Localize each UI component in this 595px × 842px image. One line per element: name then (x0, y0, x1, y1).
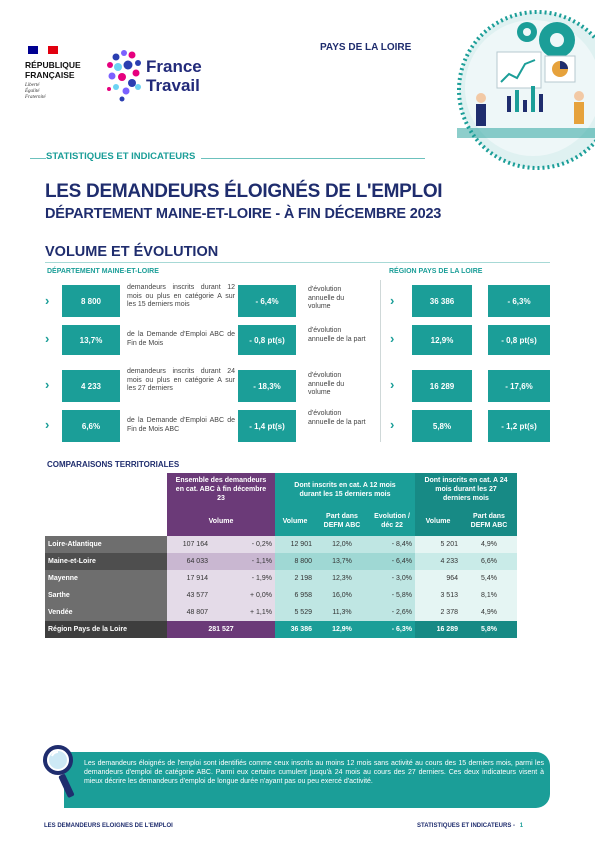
cell: - 8,4% (369, 536, 415, 553)
cell: 5,4% (461, 570, 517, 587)
table-row (45, 553, 517, 570)
cell: - 5,8% (369, 587, 415, 604)
region-kpi-variation: - 0,8 pt(s) (488, 325, 550, 355)
chevron-right-icon: › (390, 331, 395, 346)
kpi-description: demandeurs inscrits durant 24 mois ou plus en catégorie A sur les 27 derniers (127, 368, 235, 392)
chevron-right-icon: › (45, 331, 50, 346)
kpi-variation: - 0,8 pt(s) (238, 325, 296, 355)
page-number: 1 (519, 823, 524, 829)
row-label: Mayenne (45, 570, 167, 587)
region-kpi-variation: - 1,2 pt(s) (488, 410, 550, 442)
kpi-variation-description: d'évolution annuelle de la part (308, 410, 366, 426)
chevron-right-icon: › (45, 377, 50, 392)
cell: 48 807 (167, 604, 211, 621)
cell: - 3,0% (369, 570, 415, 587)
row-label: Région Pays de la Loire (45, 621, 167, 638)
kpi-variation: - 18,3% (238, 370, 296, 402)
kpi-variation-description: d'évolution annuelle du volume (308, 286, 345, 310)
cell: 12 901 (275, 536, 315, 553)
table-row (45, 604, 517, 621)
cell: 107 164 (167, 536, 211, 553)
col-part-24: Part dans DEFM ABC (461, 506, 517, 536)
chevron-right-icon: › (390, 377, 395, 392)
cell: 17 914 (167, 570, 211, 587)
region-kpi-variation: - 6,3% (488, 285, 550, 317)
cell: 5,8% (461, 621, 517, 638)
kpi-variation-description: d'évolution annuelle du volume (308, 372, 345, 396)
cell: 6 958 (275, 587, 315, 604)
row-label: Loire-Atlantique (45, 536, 167, 553)
header-abc: Ensemble des demandeurs en cat. ABC à fin décembre 23 (167, 473, 275, 506)
region-kpi-value: 36 386 (412, 285, 472, 317)
comparison-table (45, 473, 517, 638)
region-sub-label: RÉGION PAYS DE LA LOIRE (389, 268, 483, 275)
kpi-description: demandeurs inscrits durant 12 mois ou plus en catégorie A sur les 15 derniers mois (127, 284, 235, 308)
cell: - 2,6% (369, 604, 415, 621)
cell: 964 (415, 570, 461, 587)
dept-label: DÉPARTEMENT MAINE-ET-LOIRE (47, 268, 159, 275)
hero-illustration-icon (437, 0, 595, 172)
stats-tag: STATISTIQUES ET INDICATEURS (46, 151, 201, 162)
cell: + 1,1% (211, 604, 275, 621)
cell: + 0,0% (211, 587, 275, 604)
cell: 12,3% (315, 570, 369, 587)
table-row (45, 570, 517, 587)
cell: - 0,2% (211, 536, 275, 553)
cell: 4,9% (461, 536, 517, 553)
chevron-right-icon: › (45, 417, 50, 432)
kpi-description: de la Demande d'Emploi ABC de Fin de Mois (127, 331, 235, 347)
cell: - 6,3% (369, 621, 415, 638)
magnifier-icon (38, 742, 82, 802)
kpi-value: 8 800 (62, 285, 120, 317)
cell: 8,1% (461, 587, 517, 604)
cell: - 6,4% (369, 553, 415, 570)
chevron-right-icon: › (390, 417, 395, 432)
row-label: Vendée (45, 604, 167, 621)
cell: 64 033 (167, 553, 211, 570)
kpi-variation-description: d'évolution annuelle de la part (308, 327, 366, 343)
comparisons-title: COMPARAISONS TERRITORIALES (47, 460, 180, 469)
cell: 11,3% (315, 604, 369, 621)
page-title: LES DEMANDEURS ÉLOIGNÉS DE L'EMPLOI (45, 181, 443, 202)
cell: 12,0% (315, 536, 369, 553)
kpi-value: 13,7% (62, 325, 120, 355)
region-kpi-value: 16 289 (412, 370, 472, 402)
col-volume-24: Volume (415, 506, 461, 536)
rf-motto-3: Fraternité (25, 95, 46, 100)
kpi-description: de la Demande d'Emploi ABC de Fin de Mois ABC (127, 417, 235, 433)
kpi-value: 6,6% (62, 410, 120, 442)
table-row (45, 536, 517, 553)
volume-section-title: VOLUME ET ÉVOLUTION (45, 244, 219, 260)
cell: - 1,9% (211, 570, 275, 587)
cell: 43 577 (167, 587, 211, 604)
section-divider (45, 262, 550, 263)
rf-motto-1: Liberté (25, 83, 40, 88)
footer-right (417, 823, 523, 829)
col-evol-12: Evolution / déc 22 (369, 506, 415, 536)
header-12-months: Dont inscrits en cat. A 12 mois durant les 15 derniers mois (275, 473, 415, 506)
region-kpi-variation: - 17,6% (488, 370, 550, 402)
header-24-months: Dont inscrits en cat. A 24 mois durant les 27 derniers mois (415, 473, 517, 506)
kpi-value: 4 233 (62, 370, 120, 402)
total-row (45, 621, 517, 638)
kpi-variation: - 6,4% (238, 285, 296, 317)
region-label: PAYS DE LA LOIRE (320, 42, 412, 53)
region-kpi-value: 5,8% (412, 410, 472, 442)
cell: 6,6% (461, 553, 517, 570)
rf-motto (25, 83, 46, 101)
france-travail-wordmark (146, 57, 202, 95)
ft-line-1: France (146, 57, 202, 76)
row-label: Sarthe (45, 587, 167, 604)
cell: 5 529 (275, 604, 315, 621)
chevron-right-icon: › (390, 293, 395, 308)
ft-line-2: Travail (146, 76, 200, 95)
cell: 2 198 (275, 570, 315, 587)
republique-francaise-logo (25, 60, 81, 80)
table-row (45, 587, 517, 604)
col-part-12: Part dans DEFM ABC (315, 506, 369, 536)
column-separator (380, 280, 381, 442)
rf-line-1: RÉPUBLIQUE (25, 60, 81, 70)
cell: 3 513 (415, 587, 461, 604)
cell: 4,9% (461, 604, 517, 621)
cell: 281 527 (167, 621, 275, 638)
cell: 12,9% (315, 621, 369, 638)
cell: 16 289 (415, 621, 461, 638)
page-subtitle: DÉPARTEMENT MAINE-ET-LOIRE - À FIN DÉCEMBRE 2023 (45, 206, 442, 222)
chevron-right-icon: › (45, 293, 50, 308)
region-kpi-value: 12,9% (412, 325, 472, 355)
kpi-variation: - 1,4 pt(s) (238, 410, 296, 442)
cell: 16,0% (315, 587, 369, 604)
cell: 13,7% (315, 553, 369, 570)
french-flag-icon (28, 46, 58, 54)
col-volume-12: Volume (275, 506, 315, 536)
cell: 4 233 (415, 553, 461, 570)
rf-line-2: FRANÇAISE (25, 70, 75, 80)
cell: 5 201 (415, 536, 461, 553)
cell: 36 386 (275, 621, 315, 638)
definition-note-text: Les demandeurs éloignés de l'emploi sont identifiés comme ceux inscrits au moins 12 mois sans activité au cours des 15 derniers mois, parmi les demandeurs d'emploi de catégorie ABC. Parmi eux certains cumulent jusqu'à 24 mois au cours des 27 derniers. Ces deux indicateurs visent à mieux décrire les demandeurs d'emploi de longue durée n'ayant pas ou peu exercé d'activité. (84, 760, 544, 785)
cell: 8 800 (275, 553, 315, 570)
cell: 2 378 (415, 604, 461, 621)
col-volume-abc: Volume (167, 506, 275, 536)
rf-motto-2: Égalité (25, 89, 40, 94)
footer-left: LES DEMANDEURS ELOIGNES DE L'EMPLOI (44, 823, 173, 829)
footer-label: STATISTIQUES ET INDICATEURS - (417, 823, 516, 829)
cell: - 1,1% (211, 553, 275, 570)
row-label: Maine-et-Loire (45, 553, 167, 570)
